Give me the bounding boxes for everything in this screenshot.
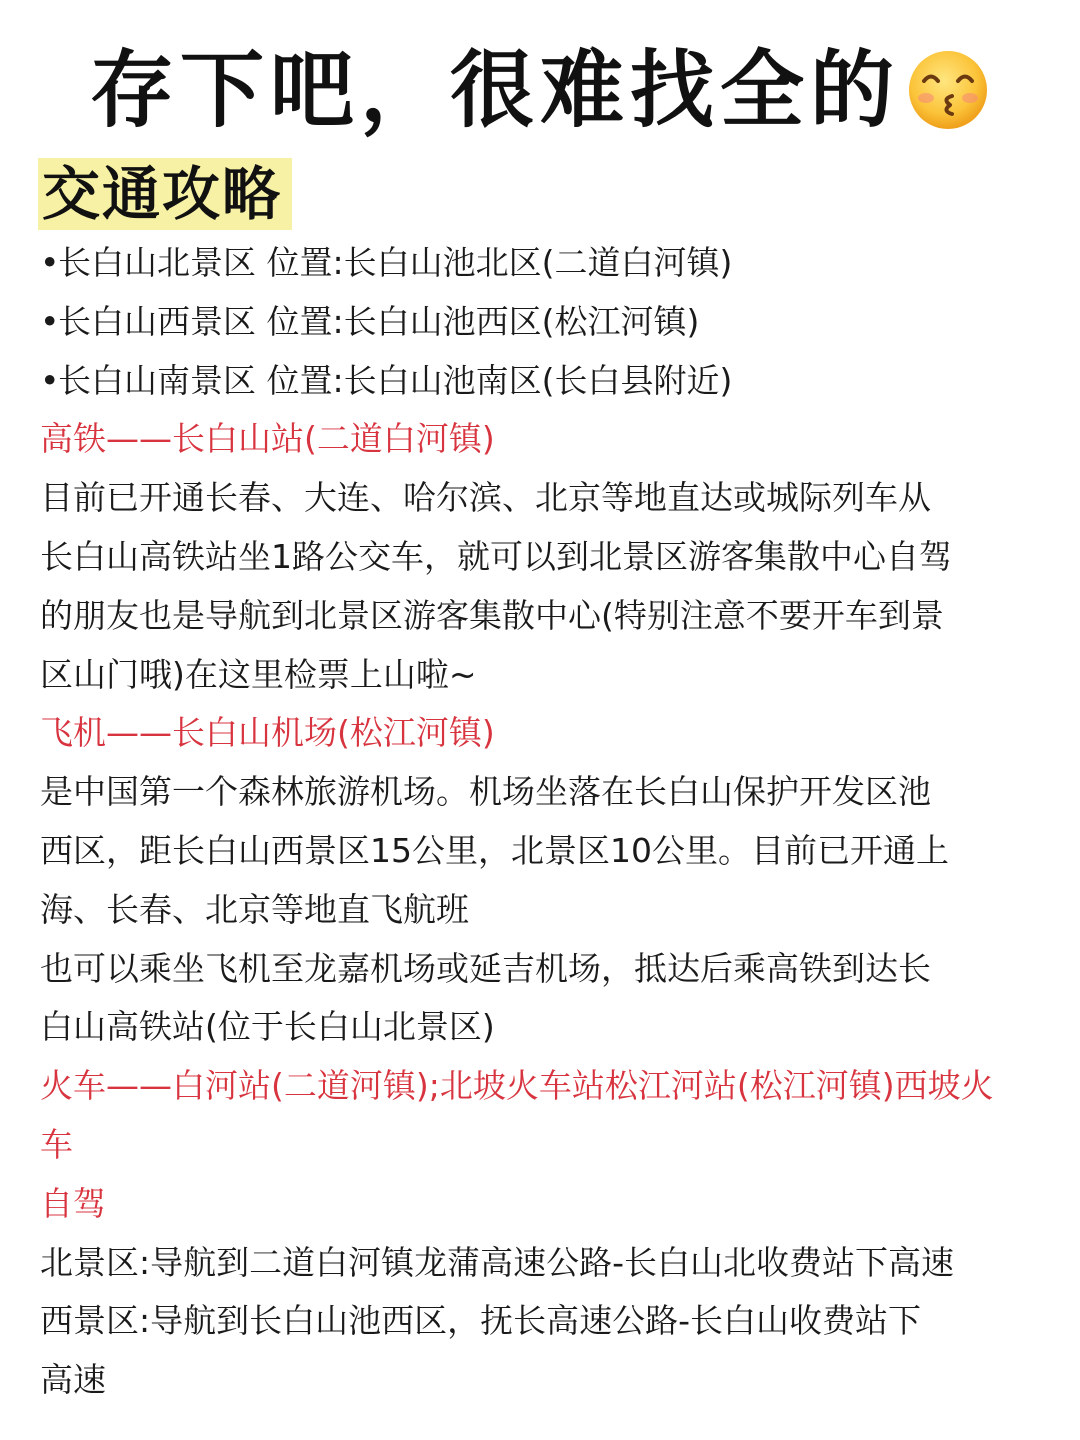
paragraph-line: 的朋友也是导航到北景区游客集散中心(特别注意不要开车到景 (40, 595, 944, 635)
paragraph-line: 也可以乘坐飞机至龙嘉机场或延吉机场，抵达后乘高铁到达长 (40, 948, 931, 988)
paragraph-line: 北景区:导航到二道白河镇龙蒲高速公路-长白山北收费站下高速 (40, 1242, 955, 1282)
paragraph-line: 西区，距长白山西景区15公里，北景区10公里。目前已开通上 (40, 830, 949, 870)
paragraph-line: 白山高铁站(位于长白山北景区) (40, 1007, 495, 1047)
subheading-self-drive: 自驾 (40, 1183, 106, 1223)
page-title: 存下吧，很难找全的 (89, 41, 900, 139)
paragraph-line: 是中国第一个森林旅游机场。机场坐落在长白山保护开发区池 (40, 772, 931, 812)
paragraph-line: 目前已开通长春、大连、哈尔滨、北京等地直达或城际列车从 (40, 478, 931, 518)
section-heading-traffic-guide: 交通攻略 (38, 158, 292, 230)
subheading-train-continued: 车 (40, 1124, 73, 1164)
paragraph-line: 长白山高铁站坐1路公交车，就可以到北景区游客集散中心自驾 (40, 536, 952, 576)
subheading-train: 火车——白河站(二道河镇);北坡火车站松江河站(松江河镇)西坡火 (40, 1066, 994, 1106)
paragraph-line: 区山门哦)在这里检票上山啦~ (40, 654, 477, 694)
subheading-high-speed-rail: 高铁——长白山站(二道白河镇) (40, 419, 495, 459)
list-item: •长白山南景区 位置:长白山池南区(长白县附近) (40, 360, 733, 400)
title-row (0, 30, 1080, 150)
paragraph-line: 高速 (40, 1360, 106, 1400)
paragraph-line: 海、长春、北京等地直飞航班 (40, 889, 469, 929)
content-body (40, 234, 1050, 1410)
list-item: •长白山北景区 位置:长白山池北区(二道白河镇) (40, 243, 733, 282)
kissing-smiling-eyes-emoji-icon (906, 48, 990, 132)
subheading-airplane: 飞机——长白山机场(松江河镇) (40, 713, 495, 753)
list-item: •长白山西景区 位置:长白山池西区(松江河镇) (40, 301, 700, 341)
paragraph-line: 西景区:导航到长白山池西区，抚长高速公路-长白山收费站下 (40, 1301, 922, 1341)
